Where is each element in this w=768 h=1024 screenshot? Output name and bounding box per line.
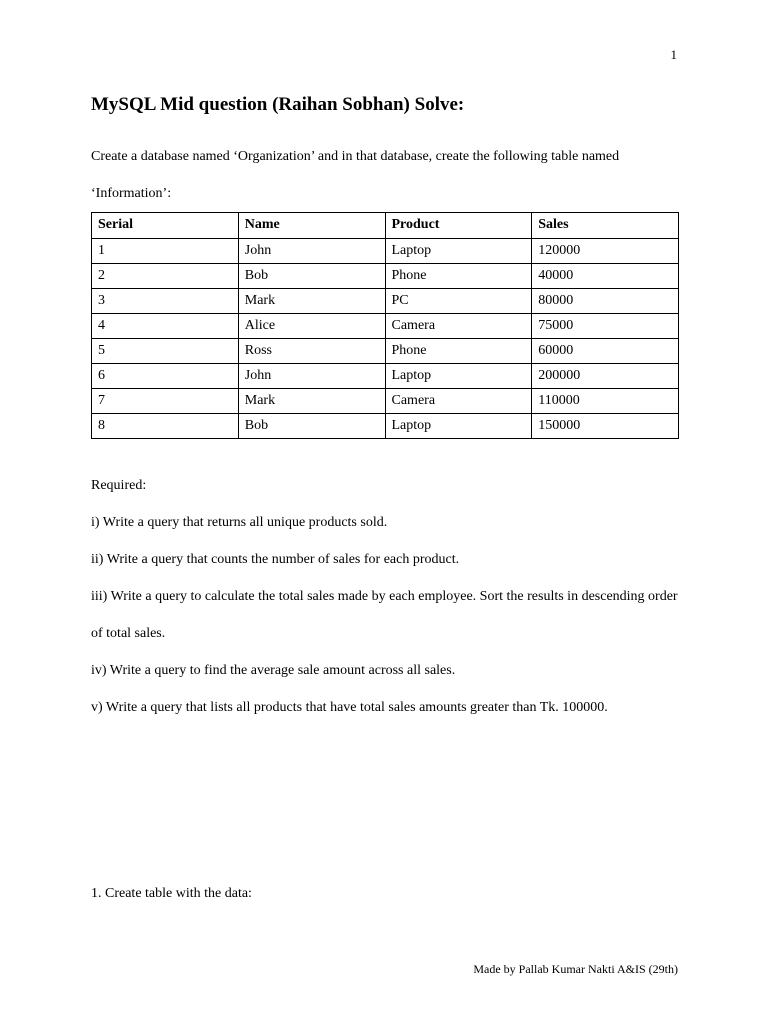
cell-sales: 120000 (532, 239, 679, 264)
page-number: 1 (670, 47, 677, 62)
cell-serial: 6 (92, 364, 239, 389)
cell-name: Mark (238, 389, 385, 414)
cell-sales: 200000 (532, 364, 679, 389)
cell-sales: 150000 (532, 414, 679, 439)
information-table (91, 212, 679, 439)
table-row (92, 264, 679, 289)
cell-serial: 8 (92, 414, 239, 439)
cell-serial: 7 (92, 389, 239, 414)
table-row (92, 314, 679, 339)
step-heading: 1. Create table with the data: (91, 886, 252, 901)
table-row (92, 339, 679, 364)
cell-product: Camera (385, 389, 532, 414)
cell-serial: 2 (92, 264, 239, 289)
column-header-name: Name (238, 213, 385, 239)
cell-name: Ross (238, 339, 385, 364)
cell-product: Laptop (385, 414, 532, 439)
question-item: i) Write a query that returns all unique products sold. (91, 515, 388, 530)
table-row (92, 414, 679, 439)
table-row (92, 239, 679, 264)
question-item: v) Write a query that lists all products that have total sales amounts greater than Tk. 100000. (91, 700, 608, 715)
cell-name: Mark (238, 289, 385, 314)
cell-product: Laptop (385, 239, 532, 264)
cell-name: Bob (238, 264, 385, 289)
question-item: ii) Write a query that counts the number of sales for each product. (91, 552, 460, 567)
column-header-sales: Sales (532, 213, 679, 239)
document-title: MySQL Mid question (Raihan Sobhan) Solve: (91, 94, 465, 115)
cell-sales: 75000 (532, 314, 679, 339)
cell-sales: 80000 (532, 289, 679, 314)
cell-name: John (238, 239, 385, 264)
cell-name: Alice (238, 314, 385, 339)
cell-product: Camera (385, 314, 532, 339)
cell-sales: 60000 (532, 339, 679, 364)
cell-serial: 4 (92, 314, 239, 339)
cell-product: Phone (385, 339, 532, 364)
column-header-product: Product (385, 213, 532, 239)
cell-serial: 5 (92, 339, 239, 364)
question-list (91, 504, 686, 726)
cell-serial: 3 (92, 289, 239, 314)
question-item: iv) Write a query to find the average sale amount across all sales. (91, 663, 456, 678)
intro-paragraph: Create a database named ‘Organization’ and in that database, create the following table named ‘Information’: (91, 149, 620, 201)
cell-serial: 1 (92, 239, 239, 264)
page-footer: Made by Pallab Kumar Nakti A&IS (29th) (473, 962, 678, 976)
column-header-serial: Serial (92, 213, 239, 239)
table-row (92, 389, 679, 414)
table-header-row (92, 213, 679, 239)
cell-name: Bob (238, 414, 385, 439)
required-label: Required: (91, 478, 147, 493)
cell-sales: 110000 (532, 389, 679, 414)
cell-name: John (238, 364, 385, 389)
question-item: iii) Write a query to calculate the total sales made by each employee. Sort the results in descending order of total sales. (91, 589, 678, 641)
cell-product: PC (385, 289, 532, 314)
cell-sales: 40000 (532, 264, 679, 289)
table-row (92, 364, 679, 389)
cell-product: Phone (385, 264, 532, 289)
cell-product: Laptop (385, 364, 532, 389)
table-row (92, 289, 679, 314)
